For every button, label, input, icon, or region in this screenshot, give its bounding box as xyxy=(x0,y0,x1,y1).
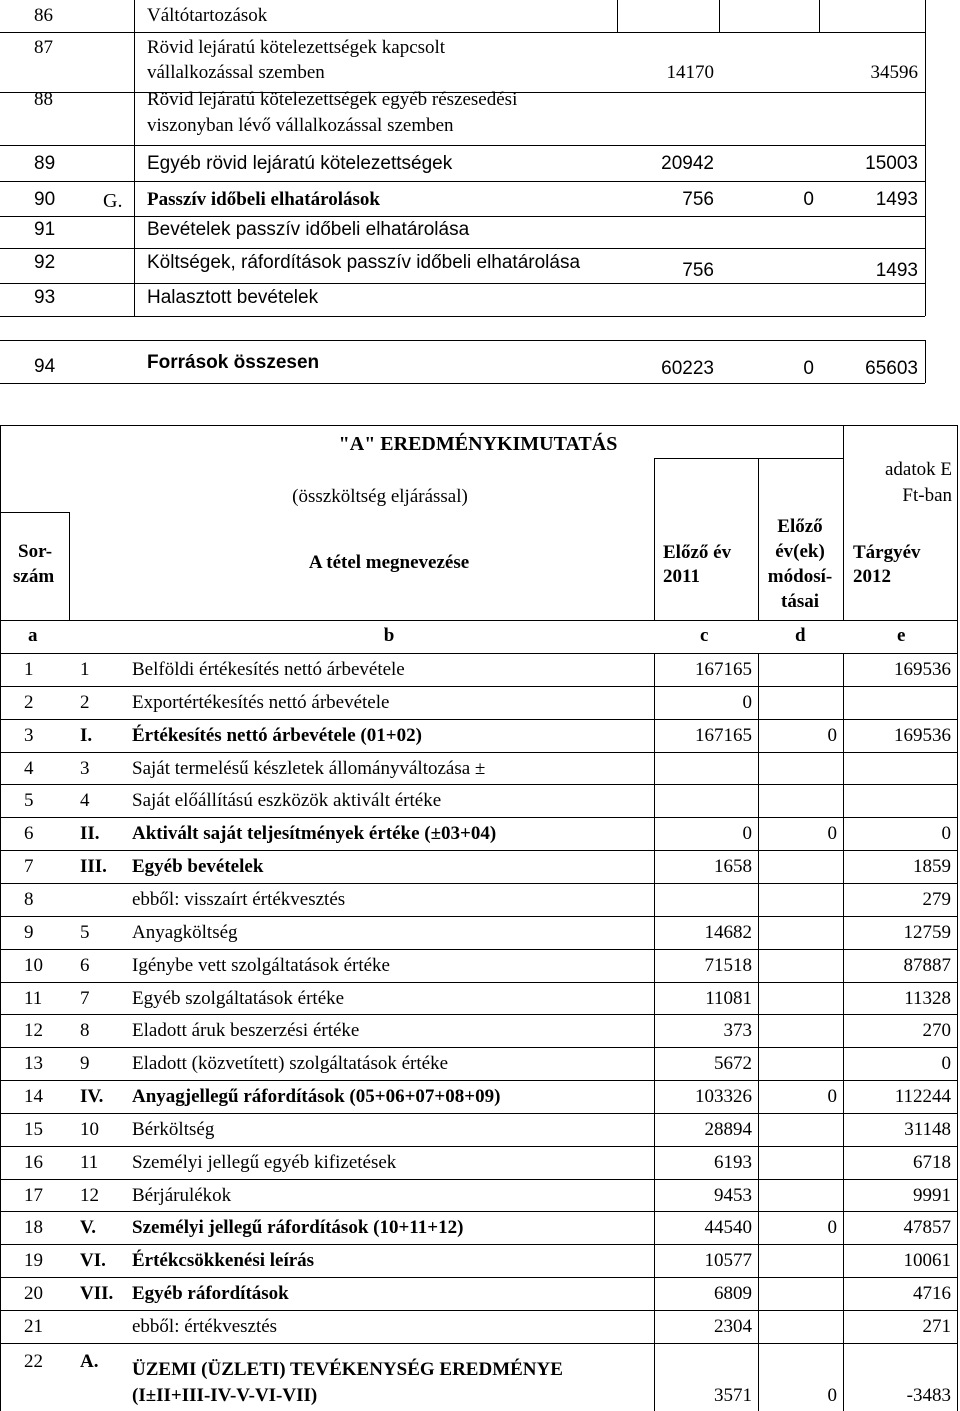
value-current-year: 1859 xyxy=(913,856,951,877)
row-label: viszonyban lévő vállalkozással szemben xyxy=(147,115,454,136)
row-code: II. xyxy=(80,823,100,844)
value-current-year: 169536 xyxy=(894,725,951,746)
value-prev-year: 28894 xyxy=(704,1119,752,1140)
value-current-year: 12759 xyxy=(903,922,951,943)
value-current-year: 11328 xyxy=(904,988,951,1009)
row-label: Személyi jellegű egyéb kifizetések xyxy=(132,1152,397,1173)
value-current-year: 169536 xyxy=(894,659,951,680)
row-number: 2 xyxy=(24,692,34,713)
column-line xyxy=(925,340,926,383)
row-number: 16 xyxy=(24,1152,43,1173)
column-header-modification: év(ek) xyxy=(775,541,825,562)
value-current-year: 65603 xyxy=(865,358,918,379)
rule-line xyxy=(0,1277,958,1278)
row-label: Anyagjellegű ráfordítások (05+06+07+08+09) xyxy=(132,1086,501,1107)
rule-line xyxy=(0,719,958,720)
row-label: Egyéb szolgáltatások értéke xyxy=(132,988,345,1009)
row-number: 88 xyxy=(34,89,53,110)
value-current-year: 47857 xyxy=(903,1217,951,1238)
row-number: 3 xyxy=(24,725,34,746)
value-prev-year: 10577 xyxy=(704,1250,752,1271)
rule-line xyxy=(0,145,925,146)
row-label: Saját előállítású eszközök aktivált értéke xyxy=(132,790,442,811)
column-header-modification: Előző xyxy=(777,516,823,537)
value-prev-year: 2304 xyxy=(714,1316,752,1337)
column-line xyxy=(758,653,759,1411)
row-number: 4 xyxy=(24,758,34,779)
value-current-year: 0 xyxy=(941,1053,951,1074)
rule-line xyxy=(0,850,958,851)
row-code: 12 xyxy=(80,1185,99,1206)
rule-line xyxy=(0,686,958,687)
unit-note: adatok E xyxy=(884,459,952,480)
rule-line xyxy=(0,1244,958,1245)
row-code: 5 xyxy=(80,922,90,943)
value-current-year: 31148 xyxy=(904,1119,951,1140)
value-current-year: 1493 xyxy=(875,189,918,210)
statement-subtitle: (összköltség eljárással) xyxy=(292,486,468,507)
column-header-sorszam: Sor- xyxy=(18,541,53,562)
row-number: 1 xyxy=(24,659,34,680)
value-prev-year: 20942 xyxy=(661,153,714,174)
rule-line xyxy=(0,883,958,884)
rule-line xyxy=(0,1047,958,1048)
row-number: 9 xyxy=(24,922,34,943)
row-label: ÜZEMI (ÜZLETI) TEVÉKENYSÉG EREDMÉNYE xyxy=(132,1359,563,1380)
rule-line xyxy=(0,1211,958,1212)
row-number: 14 xyxy=(24,1086,43,1107)
row-number: 7 xyxy=(24,856,34,877)
row-code: 1 xyxy=(80,659,90,680)
row-label: Váltótartozások xyxy=(147,5,268,26)
rule-line xyxy=(0,32,925,33)
row-code: 8 xyxy=(80,1020,90,1041)
row-number: 15 xyxy=(24,1119,43,1140)
value-prev-year: 71518 xyxy=(704,955,752,976)
row-code: VI. xyxy=(80,1250,106,1271)
value-prev-year: 14682 xyxy=(704,922,752,943)
value-prev-year: 6809 xyxy=(714,1283,752,1304)
row-number: 86 xyxy=(34,5,53,26)
value-current-year: 15003 xyxy=(865,153,918,174)
row-label: (I±II+III-IV-V-VI-VII) xyxy=(132,1385,318,1406)
column-letter: a xyxy=(28,625,38,646)
row-label: ebből: visszaírt értékvesztés xyxy=(132,889,346,910)
row-label: Aktivált saját teljesítmények értéke (±03+04) xyxy=(132,823,497,844)
row-label: Egyéb rövid lejáratú kötelezettségek xyxy=(147,153,453,174)
row-number: 92 xyxy=(34,252,56,273)
column-line xyxy=(654,653,655,1411)
row-number: 20 xyxy=(24,1283,43,1304)
row-label: Exportértékesítés nettó árbevétele xyxy=(132,692,390,713)
column-header-prev-year: Előző év xyxy=(663,542,732,563)
unit-note: Ft-ban xyxy=(902,485,952,506)
row-label: Egyéb bevételek xyxy=(132,856,264,877)
row-label: Bevételek passzív időbeli elhatárolása xyxy=(147,219,470,240)
rule-line xyxy=(0,316,925,317)
value-prev-year: 44540 xyxy=(704,1217,752,1238)
row-code: III. xyxy=(80,856,107,877)
rule-line xyxy=(0,1014,958,1015)
row-label: Rövid lejáratú kötelezettségek kapcsolt xyxy=(147,37,446,58)
row-label: Halasztott bevételek xyxy=(147,287,319,308)
row-number: 13 xyxy=(24,1053,43,1074)
value-prev-year: 167165 xyxy=(695,659,752,680)
rule-line xyxy=(0,1310,958,1311)
value-prev-year: 756 xyxy=(682,189,714,210)
rule-line xyxy=(0,283,925,284)
value-prev-year: 167165 xyxy=(695,725,752,746)
column-line xyxy=(819,0,820,32)
value-current-year: 271 xyxy=(922,1316,951,1337)
value-prev-year: 9453 xyxy=(714,1185,752,1206)
value-modification: 0 xyxy=(803,189,814,210)
rule-line xyxy=(0,817,958,818)
rule-line xyxy=(0,653,958,654)
row-label: Igénybe vett szolgáltatások értéke xyxy=(132,955,390,976)
rule-line xyxy=(0,1113,958,1114)
row-number: 19 xyxy=(24,1250,43,1271)
row-code: 10 xyxy=(80,1119,99,1140)
value-current-year: -3483 xyxy=(906,1385,951,1406)
row-label: vállalkozással szemben xyxy=(147,62,325,83)
row-label: Saját termelésű készletek állományváltozása ± xyxy=(132,758,486,779)
row-number: 87 xyxy=(34,37,53,58)
row-code: 3 xyxy=(80,758,90,779)
column-header-sorszam: szám xyxy=(13,566,55,587)
row-code: V. xyxy=(80,1217,97,1238)
column-line xyxy=(719,0,720,32)
column-line xyxy=(0,425,1,1411)
value-prev-year: 3571 xyxy=(714,1385,752,1406)
value-prev-year: 0 xyxy=(742,692,752,713)
row-code: G. xyxy=(103,190,123,212)
row-number: 6 xyxy=(24,823,34,844)
row-code: 2 xyxy=(80,692,90,713)
row-label: Költségek, ráfordítások passzív időbeli elhatárolása xyxy=(147,252,581,273)
rule-line xyxy=(0,248,925,249)
row-number: 21 xyxy=(24,1316,43,1337)
column-line xyxy=(617,0,618,32)
rule-line xyxy=(0,982,958,983)
value-current-year: 6718 xyxy=(913,1152,951,1173)
column-line xyxy=(957,425,958,1411)
rule-line xyxy=(0,1080,958,1081)
column-line xyxy=(69,512,70,620)
row-code: 7 xyxy=(80,988,90,1009)
total-label: Források összesen xyxy=(147,352,320,373)
column-header-current-year: 2012 xyxy=(853,566,891,587)
rule-line xyxy=(0,340,925,341)
row-label: Személyi jellegű ráfordítások (10+11+12) xyxy=(132,1217,464,1238)
value-prev-year: 5672 xyxy=(714,1053,752,1074)
row-number: 17 xyxy=(24,1185,43,1206)
value-prev-year: 11081 xyxy=(705,988,752,1009)
statement-title: "A" EREDMÉNYKIMUTATÁS xyxy=(338,433,618,455)
rule-line xyxy=(0,216,925,217)
rule-line xyxy=(654,458,843,459)
column-header-name: A tétel megnevezése xyxy=(308,552,470,573)
value-current-year: 112244 xyxy=(894,1086,951,1107)
column-header-modification: tásai xyxy=(781,591,819,612)
rule-line xyxy=(0,949,958,950)
rule-line xyxy=(0,784,958,785)
value-modification: 0 xyxy=(803,358,814,379)
value-prev-year: 373 xyxy=(723,1020,752,1041)
value-prev-year: 6193 xyxy=(714,1152,752,1173)
row-label: Bérjárulékok xyxy=(132,1185,232,1206)
row-label: Eladott (közvetített) szolgáltatások értéke xyxy=(132,1053,449,1074)
value-current-year: 87887 xyxy=(903,955,951,976)
row-number: 22 xyxy=(24,1351,43,1372)
value-prev-year: 1658 xyxy=(714,856,752,877)
column-line xyxy=(134,0,135,316)
row-code: 9 xyxy=(80,1053,90,1074)
value-modification: 0 xyxy=(827,823,837,844)
value-modification: 0 xyxy=(827,1217,837,1238)
column-letter: b xyxy=(383,625,395,646)
value-current-year: 34596 xyxy=(870,62,918,83)
row-number: 89 xyxy=(34,153,56,174)
row-code: 11 xyxy=(80,1152,99,1173)
row-label: Bérköltség xyxy=(132,1119,215,1140)
row-code: 6 xyxy=(80,955,90,976)
row-number: 8 xyxy=(24,889,34,910)
rule-line xyxy=(0,512,69,513)
rule-line xyxy=(0,1146,958,1147)
row-label: Belföldi értékesítés nettó árbevétele xyxy=(132,659,405,680)
column-letter: d xyxy=(795,625,806,646)
value-current-year: 270 xyxy=(922,1020,951,1041)
row-code: VII. xyxy=(80,1283,114,1304)
row-number: 90 xyxy=(34,189,56,210)
row-number: 93 xyxy=(34,287,56,308)
value-prev-year: 756 xyxy=(682,260,714,281)
value-current-year: 1493 xyxy=(875,260,918,281)
rule-line xyxy=(0,620,958,621)
value-current-year: 279 xyxy=(922,889,951,910)
row-label: Értékesítés nettó árbevétele (01+02) xyxy=(132,725,422,746)
value-current-year: 0 xyxy=(941,823,951,844)
value-prev-year: 0 xyxy=(742,823,752,844)
rule-line xyxy=(0,1343,958,1344)
column-line xyxy=(925,0,926,316)
row-number: 5 xyxy=(24,790,34,811)
row-code: IV. xyxy=(80,1086,104,1107)
row-label: Anyagköltség xyxy=(132,922,238,943)
value-current-year: 10061 xyxy=(903,1250,951,1271)
row-label: Rövid lejáratú kötelezettségek egyéb részesedési xyxy=(147,89,518,110)
row-number: 94 xyxy=(34,356,56,377)
row-number: 11 xyxy=(24,988,43,1009)
row-number: 91 xyxy=(34,219,56,240)
row-label: Passzív időbeli elhatárolások xyxy=(147,189,380,210)
column-letter: e xyxy=(897,625,906,646)
value-prev-year: 14170 xyxy=(666,62,714,83)
value-modification: 0 xyxy=(827,725,837,746)
row-number: 18 xyxy=(24,1217,43,1238)
rule-line xyxy=(0,425,958,426)
column-letter: c xyxy=(700,625,709,646)
column-header-current-year: Tárgyév xyxy=(853,542,921,563)
row-code: I. xyxy=(80,725,93,746)
value-current-year: 4716 xyxy=(913,1283,951,1304)
rule-line xyxy=(0,752,958,753)
value-modification: 0 xyxy=(827,1086,837,1107)
value-prev-year: 60223 xyxy=(661,358,714,379)
rule-line xyxy=(0,916,958,917)
row-label: ebből: értékvesztés xyxy=(132,1316,278,1337)
row-label: Eladott áruk beszerzési értéke xyxy=(132,1020,360,1041)
row-label: Értékcsökkenési leírás xyxy=(132,1250,315,1271)
row-code: A. xyxy=(80,1351,99,1372)
value-modification: 0 xyxy=(827,1385,837,1406)
value-current-year: 9991 xyxy=(913,1185,951,1206)
rule-line xyxy=(0,181,925,182)
column-header-prev-year: 2011 xyxy=(663,566,700,587)
column-header-modification: módosí- xyxy=(767,566,833,587)
row-code: 4 xyxy=(80,790,90,811)
row-label: Egyéb ráfordítások xyxy=(132,1283,289,1304)
row-number: 10 xyxy=(24,955,43,976)
row-number: 12 xyxy=(24,1020,43,1041)
value-prev-year: 103326 xyxy=(695,1086,752,1107)
column-line xyxy=(843,653,844,1411)
rule-line xyxy=(0,383,925,384)
rule-line xyxy=(0,1179,958,1180)
